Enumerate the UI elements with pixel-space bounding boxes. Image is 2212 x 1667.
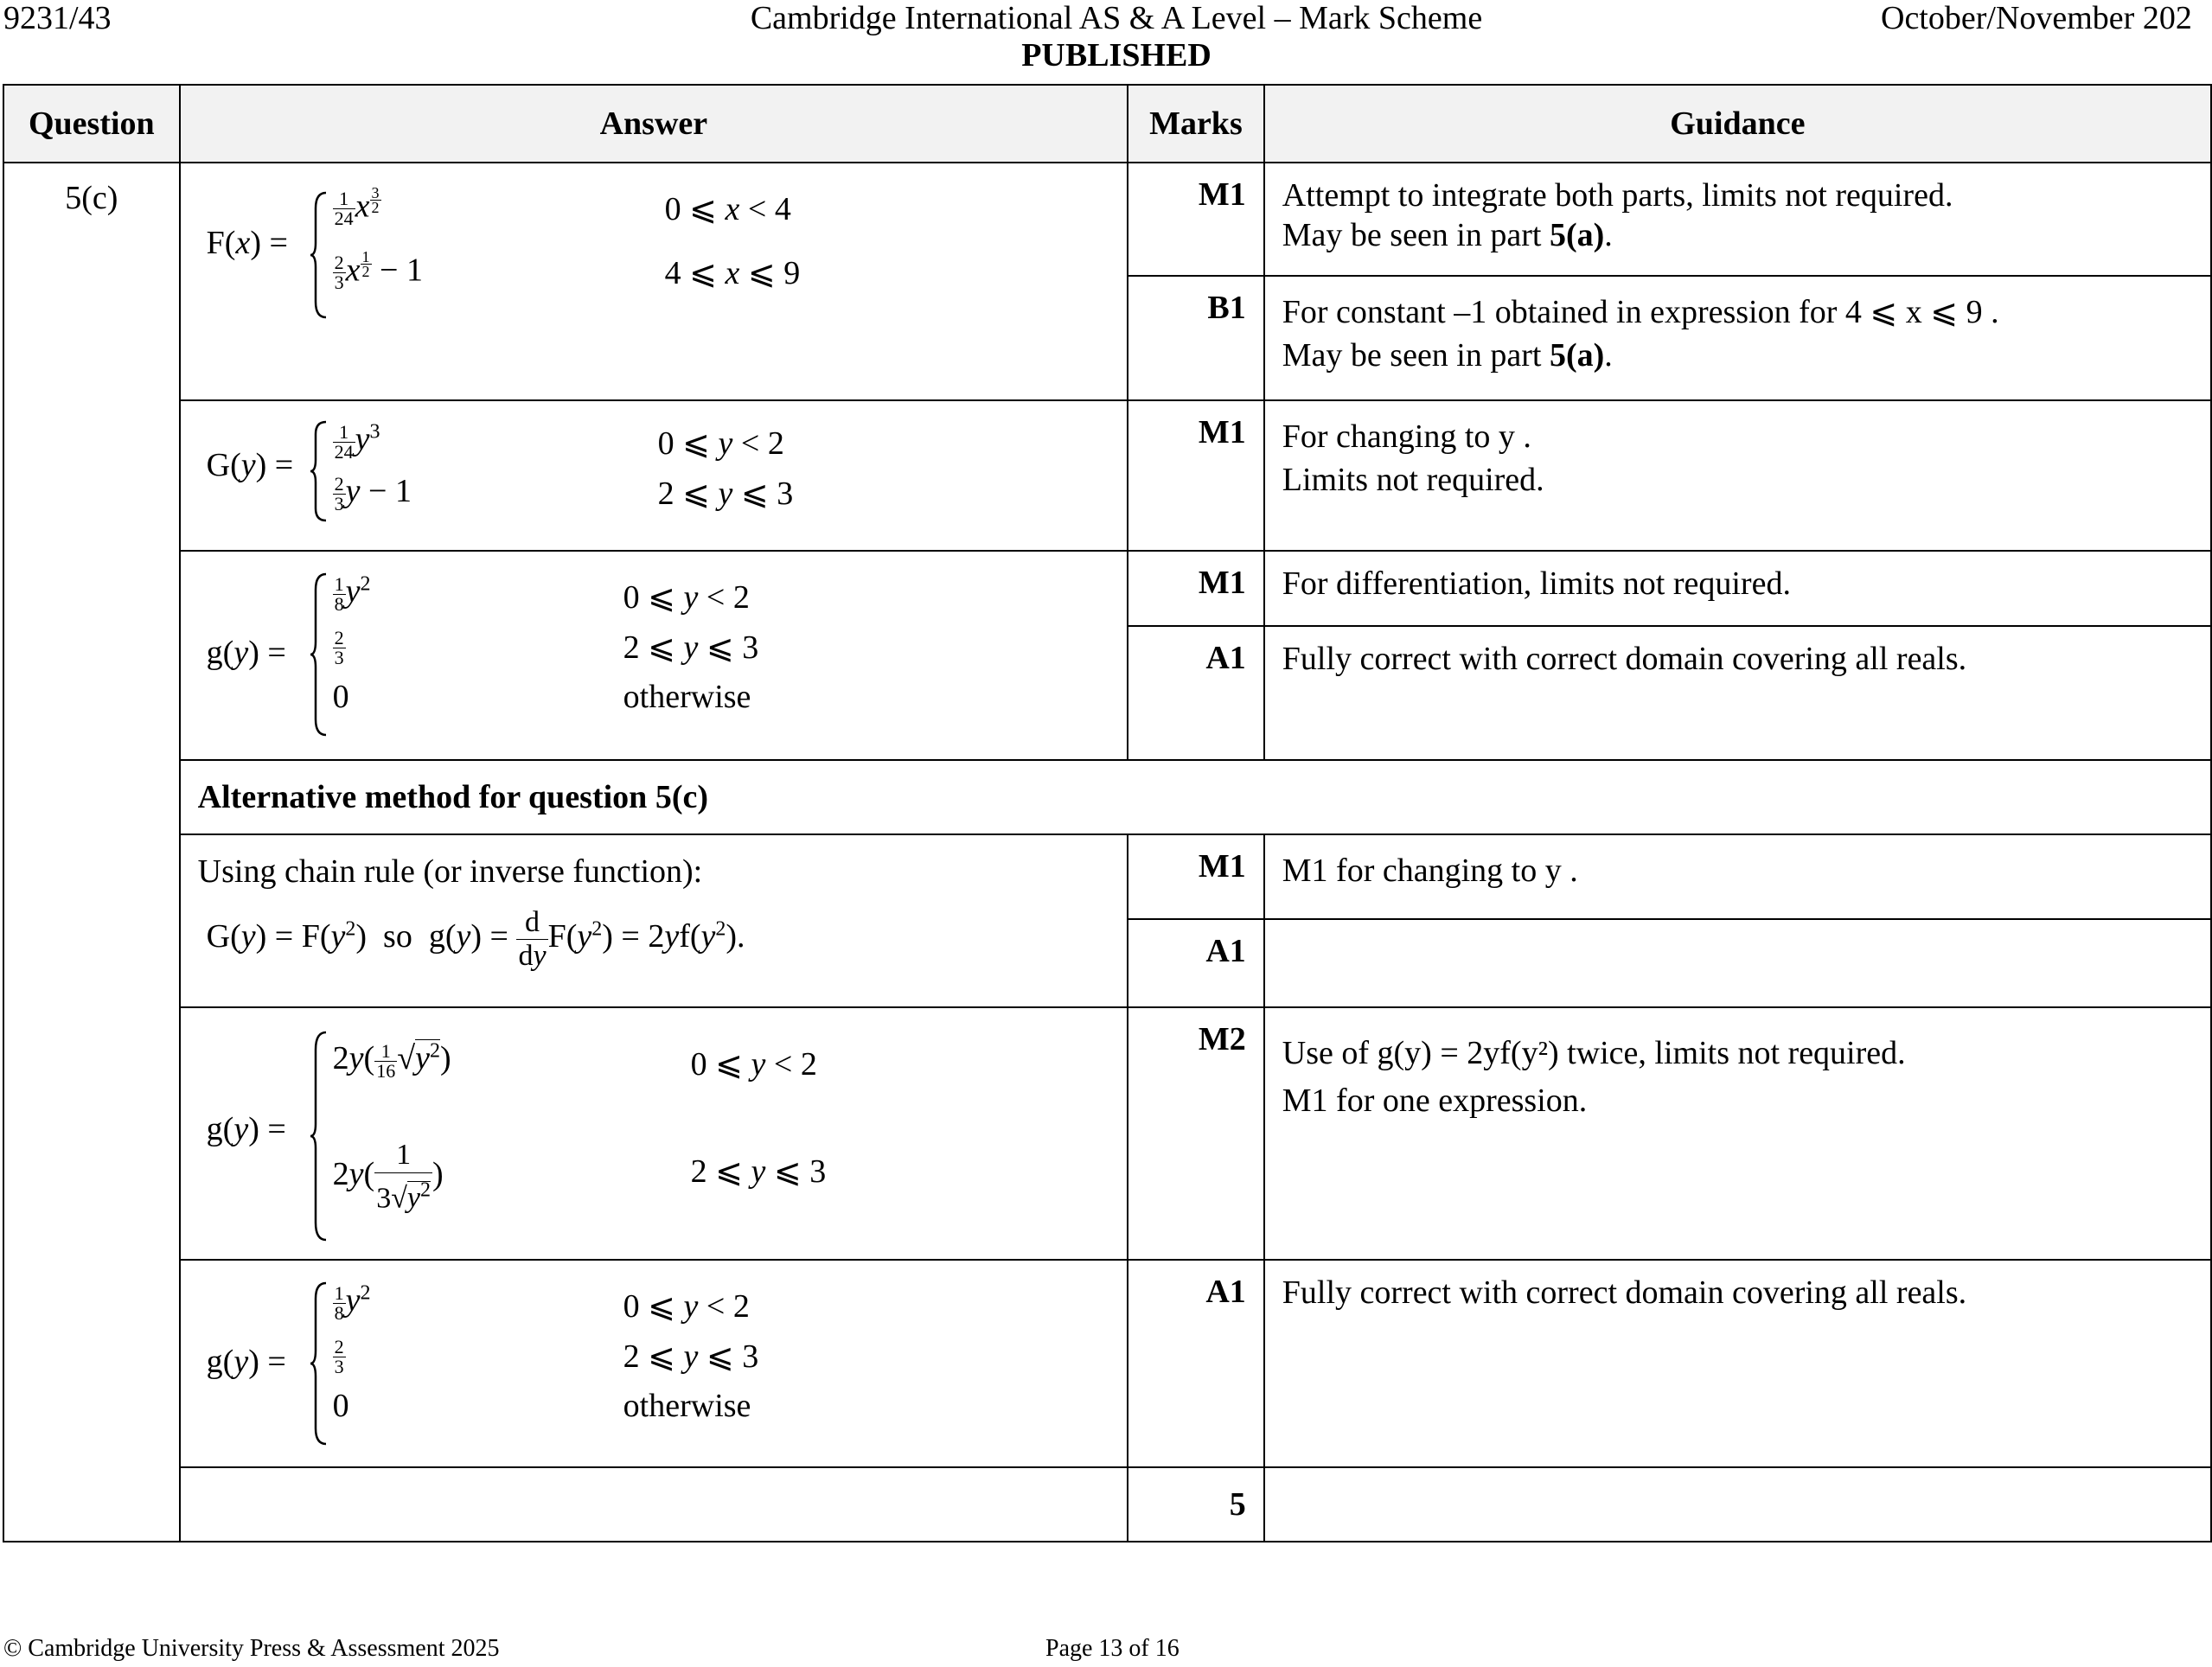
condition-1: 0 ⩽ y < 2: [623, 579, 750, 616]
guidance-cell: [1264, 400, 2211, 551]
answer-cell-gy-final: [180, 1260, 1128, 1467]
total-marks: 5: [1128, 1467, 1264, 1542]
condition-3: otherwise: [623, 1388, 751, 1424]
mark-M1: M1: [1128, 163, 1264, 276]
chain-rule-expression: $G(y) = F(y^2)$ so g(y) = $\frac{d}{dy}$ $F(y^2) = 2yf(y^2)$.: [206, 906, 745, 972]
paper-code: 9231/43: [3, 0, 112, 36]
guidance-text: Use of g(y) = 2yf(y²) twice, limits not required.: [1282, 1035, 1906, 1071]
condition-2: 2 ⩽ y ⩽ 3: [690, 1153, 827, 1190]
fn-label: g(y) =: [206, 1344, 286, 1380]
table-row: [3, 760, 2211, 834]
condition-2: 2 ⩽ y ⩽ 3: [657, 476, 794, 512]
condition-1: 0 ⩽ y < 2: [623, 1288, 750, 1325]
case-1: $\frac{1}{24}$ $y^3$: [334, 420, 380, 463]
copyright: © Cambridge University Press & Assessment 2025: [3, 1635, 500, 1662]
mark-A1: A1: [1128, 919, 1264, 1007]
alternative-method-heading: Alternative method for question 5(c): [180, 760, 2211, 834]
guidance-cell: [1264, 1260, 2211, 1467]
case-1: $\frac{1}{8}$ $y^2$: [334, 1281, 371, 1324]
fn-label: g(y) =: [206, 635, 286, 671]
guidance-cell: [1264, 276, 2211, 400]
condition-2: 4 ⩽ x ⩽ 9: [664, 255, 801, 291]
guidance-text: For changing to y .: [1282, 418, 1531, 455]
condition-2: 2 ⩽ y ⩽ 3: [623, 629, 759, 666]
condition-2: 2 ⩽ y ⩽ 3: [623, 1338, 759, 1375]
case-3: 0: [332, 1388, 349, 1424]
column-header-answer: Answer: [180, 85, 1128, 163]
column-header-marks: Marks: [1128, 85, 1264, 163]
published-label: PUBLISHED: [1021, 37, 1211, 73]
column-header-guidance: Guidance: [1264, 85, 2211, 163]
table-row: [3, 163, 2211, 276]
guidance-cell: [1264, 834, 2211, 919]
case-1: $\frac{1}{24}$ x $^{\frac{3}{2}}$: [334, 184, 380, 230]
page-title: Cambridge International AS & A Level – Mark Scheme: [750, 0, 1483, 36]
table-row: [3, 834, 2211, 919]
guidance-cell: [1264, 551, 2211, 626]
answer-cell-empty: [180, 1467, 1128, 1542]
answer-cell-Gy: [180, 400, 1128, 551]
guidance-text: May be seen in part 5(a).: [1282, 217, 1613, 253]
mark-B1: B1: [1128, 276, 1264, 400]
guidance-text: May be seen in part 5(a).: [1282, 336, 1613, 374]
table-row: [3, 551, 2211, 626]
answer-text: Using chain rule (or inverse function):: [197, 853, 703, 890]
mark-M1: M1: [1128, 400, 1264, 551]
guidance-text: Limits not required.: [1282, 462, 1544, 498]
table-header-row: [3, 85, 2211, 163]
question-number: 5(c): [3, 163, 180, 1542]
case-3: 0: [332, 679, 349, 715]
guidance-text: For differentiation, limits not required.: [1282, 565, 1791, 602]
case-1: 2y( $\frac{1}{16}$ $√y^2$): [332, 1039, 451, 1082]
guidance-cell: [1264, 626, 2211, 760]
guidance-text: M1 for one expression.: [1282, 1083, 1588, 1119]
guidance-text: Fully correct with correct domain covering all reals.: [1282, 1274, 1967, 1311]
fn-label: G(y) =: [206, 447, 294, 483]
table-row: [3, 400, 2211, 551]
mark-A1: A1: [1128, 1260, 1264, 1467]
brace-icon: [309, 191, 329, 319]
case-2: $\frac{2}{3}$ x $^{\frac{1}{2}}$ − 1: [334, 248, 423, 294]
fn-label: F(x) =: [206, 225, 288, 261]
answer-cell-Fx: [180, 163, 1128, 400]
guidance-cell: [1264, 163, 2211, 276]
guidance-cell-empty: [1264, 1467, 2211, 1542]
guidance-text: Fully correct with correct domain covering all reals.: [1282, 640, 1967, 677]
mark-M1: M1: [1128, 834, 1264, 919]
case-2: 2y( $\frac{1}{3√y^2}$ ): [332, 1139, 444, 1215]
brace-icon: [309, 1281, 329, 1446]
guidance-text: For constant –1 obtained in expression for 4 ⩽ x ⩽ 9 .: [1282, 293, 1999, 330]
fn-label: g(y) =: [206, 1111, 286, 1147]
mark-A1: A1: [1128, 626, 1264, 760]
mark-M1: M1: [1128, 551, 1264, 626]
guidance-text: M1 for changing to y .: [1282, 853, 1578, 889]
condition-3: otherwise: [623, 679, 751, 715]
exam-session: October/November 202: [1881, 0, 2192, 36]
answer-cell-gy-chain: [180, 1007, 1128, 1260]
case-1: $\frac{1}{8}$ $y^2$: [334, 572, 371, 615]
brace-icon: [309, 1031, 329, 1242]
condition-1: 0 ⩽ y < 2: [690, 1046, 817, 1083]
column-header-question: Question: [3, 85, 180, 163]
brace-icon: [309, 420, 329, 522]
mark-scheme-table: [3, 84, 2212, 1542]
case-2: $\frac{2}{3}$: [334, 626, 344, 668]
case-2: $\frac{2}{3}$: [334, 1335, 344, 1377]
answer-cell-gy: [180, 551, 1128, 760]
guidance-cell: [1264, 919, 2211, 1007]
brace-icon: [309, 572, 329, 737]
guidance-cell: [1264, 1007, 2211, 1260]
condition-1: 0 ⩽ x < 4: [664, 191, 791, 227]
table-row: [3, 1260, 2211, 1467]
answer-cell-chain-rule: [180, 834, 1128, 1007]
mark-M2: M2: [1128, 1007, 1264, 1260]
table-row-total: [3, 1467, 2211, 1542]
case-2: $\frac{2}{3}$ y − 1: [334, 472, 412, 514]
table-row: [3, 1007, 2211, 1260]
guidance-text: Attempt to integrate both parts, limits not required.: [1282, 177, 1953, 214]
condition-1: 0 ⩽ y < 2: [657, 425, 784, 462]
page-number: Page 13 of 16: [1045, 1635, 1180, 1662]
